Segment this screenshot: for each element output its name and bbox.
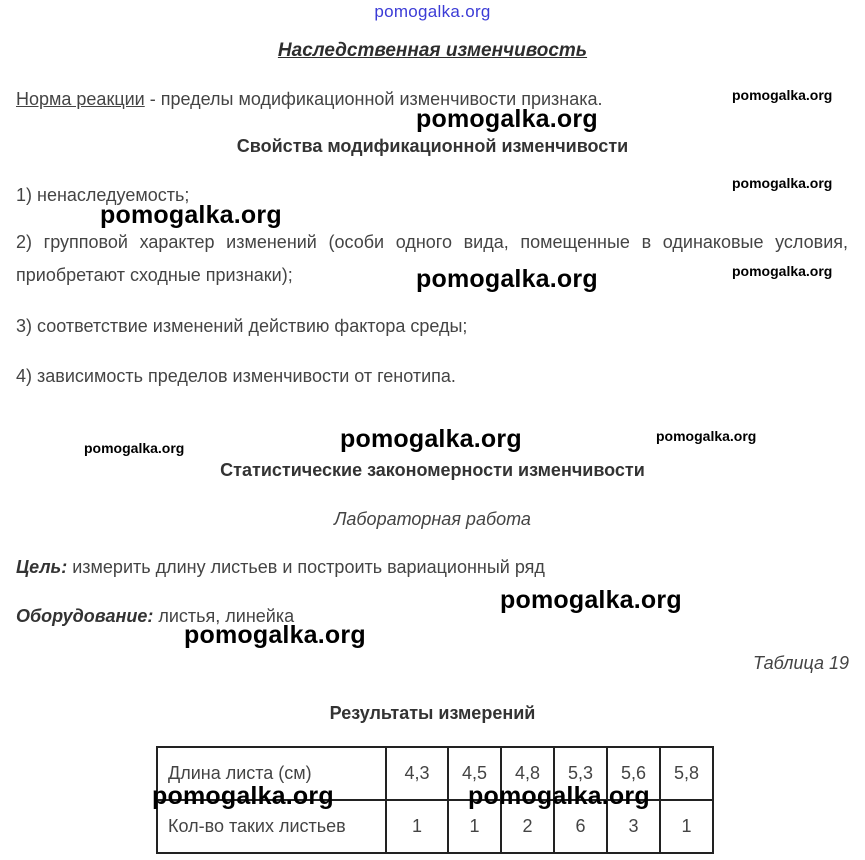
watermark-text: pomogalka.org	[732, 87, 833, 103]
properties-heading: Свойства модификационной изменчивости	[236, 136, 629, 156]
property-item-2: 2) групповой характер изменений (особи одного вида, помещенные в одинаковые условия, приобретают сходные признаки);	[16, 232, 848, 285]
row-header-count: Кол-во таких листьев	[157, 800, 386, 853]
watermark-text: pomogalka.org	[184, 621, 366, 649]
goal-label: Цель:	[16, 557, 68, 577]
watermark-text: pomogalka.org	[468, 782, 650, 810]
watermark-text: pomogalka.org	[500, 586, 682, 614]
table-cell: 4,8	[501, 747, 554, 800]
table-cell: 4,5	[448, 747, 501, 800]
lab-work-title: Лабораторная работа	[334, 509, 531, 529]
norm-definition: - пределы модификационной изменчивости признака.	[144, 89, 603, 109]
equipment-text: листья, линейка	[153, 606, 295, 626]
table-cell: 6	[554, 800, 607, 853]
goal-line	[16, 557, 545, 578]
property-item-4: 4) зависимость пределов изменчивости от генотипа.	[16, 366, 456, 386]
row-header-length: Длина листа (см)	[157, 747, 386, 800]
property-item-3: 3) соответствие изменений действию фактора среды;	[16, 316, 468, 336]
statistics-heading: Статистические закономерности изменчивости	[220, 460, 645, 480]
norm-term: Норма реакции	[16, 89, 145, 109]
table-cell: 1	[448, 800, 501, 853]
table-title: Результаты измерений	[329, 703, 536, 723]
property-item-1: 1) ненаследуемость;	[16, 185, 190, 205]
watermark-text: pomogalka.org	[416, 105, 598, 133]
site-watermark-header: pomogalka.org	[374, 2, 491, 21]
watermark-text: pomogalka.org	[340, 425, 522, 453]
goal-text: измерить длину листьев и построить вариационный ряд	[67, 557, 545, 577]
watermark-text: pomogalka.org	[656, 428, 757, 444]
watermark-text: pomogalka.org	[732, 175, 833, 191]
table-cell: 4,3	[386, 747, 448, 800]
watermark-text: pomogalka.org	[84, 440, 185, 456]
table-cell: 2	[501, 800, 554, 853]
watermark-text: pomogalka.org	[732, 263, 833, 279]
table-cell: 3	[607, 800, 660, 853]
table-cell: 1	[386, 800, 448, 853]
table-cell: 1	[660, 800, 713, 853]
table-cell: 5,8	[660, 747, 713, 800]
table-caption: Таблица 19	[752, 653, 849, 673]
table-cell: 5,3	[554, 747, 607, 800]
watermark-text: pomogalka.org	[152, 782, 334, 810]
page-title: Наследственная изменчивость	[277, 40, 588, 61]
watermark-text: pomogalka.org	[100, 201, 282, 229]
table-cell: 5,6	[607, 747, 660, 800]
equipment-label: Оборудование:	[16, 606, 154, 626]
watermark-text: pomogalka.org	[416, 265, 598, 293]
